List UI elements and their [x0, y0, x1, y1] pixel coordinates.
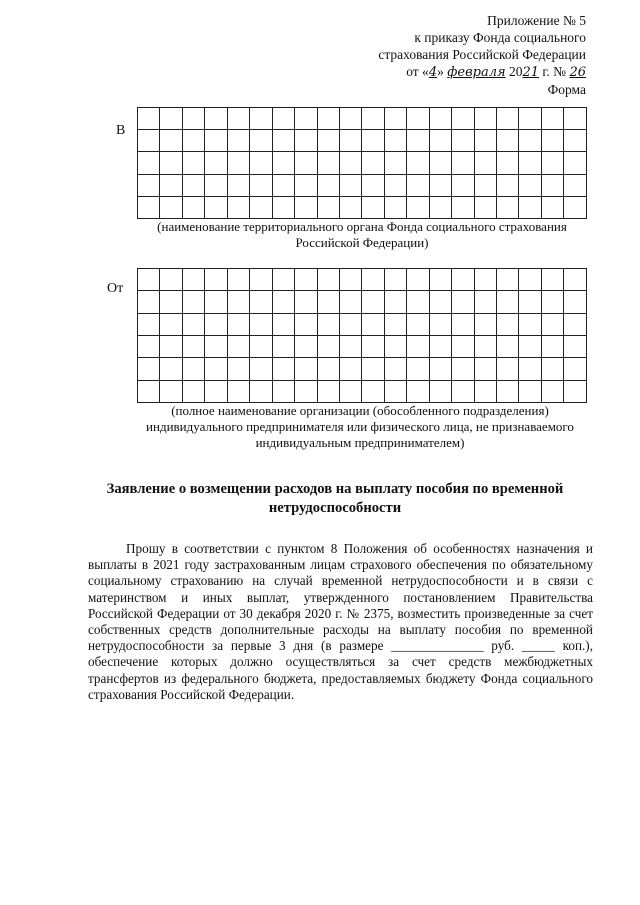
grid-cell[interactable]: [429, 291, 451, 313]
grid-cell[interactable]: [339, 269, 361, 291]
grid-cell[interactable]: [384, 335, 406, 357]
document-header: [378, 12, 586, 98]
grid-cell[interactable]: [317, 313, 339, 335]
grid-cell[interactable]: [205, 291, 227, 313]
grid-cell[interactable]: [564, 269, 587, 291]
grid-cell[interactable]: [452, 291, 474, 313]
grid-cell[interactable]: [205, 174, 227, 196]
grid-cell[interactable]: [295, 269, 317, 291]
grid-cell[interactable]: [339, 108, 361, 130]
grid-cell[interactable]: [227, 108, 249, 130]
grid-cell[interactable]: [407, 358, 429, 380]
grid-cell[interactable]: [295, 152, 317, 174]
grid-cell[interactable]: [250, 291, 272, 313]
grid-cell[interactable]: [474, 291, 496, 313]
grid-cell[interactable]: [519, 108, 541, 130]
grid-cell[interactable]: [407, 108, 429, 130]
grid-cell[interactable]: [497, 174, 519, 196]
grid-cell[interactable]: [541, 152, 563, 174]
grid-row: [138, 291, 587, 313]
grid-cell[interactable]: [362, 380, 384, 402]
grid-cell[interactable]: [474, 313, 496, 335]
grid-cell[interactable]: [564, 174, 587, 196]
grid-cell[interactable]: [452, 152, 474, 174]
grid-cell[interactable]: [362, 269, 384, 291]
grid-cell[interactable]: [452, 108, 474, 130]
grid-cell[interactable]: [519, 313, 541, 335]
grid-cell[interactable]: [205, 335, 227, 357]
grid-cell[interactable]: [227, 130, 249, 152]
grid-cell[interactable]: [182, 152, 204, 174]
grid-cell[interactable]: [205, 358, 227, 380]
grid-cell[interactable]: [250, 108, 272, 130]
grid-cell[interactable]: [295, 108, 317, 130]
grid-cell[interactable]: [317, 358, 339, 380]
grid-cell[interactable]: [339, 358, 361, 380]
grid-cell[interactable]: [317, 174, 339, 196]
grid-cell[interactable]: [205, 196, 227, 218]
grid-row: [138, 358, 587, 380]
grid-cell[interactable]: [138, 196, 160, 218]
grid-cell[interactable]: [160, 152, 182, 174]
grid-cell[interactable]: [362, 291, 384, 313]
grid-cell[interactable]: [497, 269, 519, 291]
grid-cell[interactable]: [138, 335, 160, 357]
grid-cell[interactable]: [519, 380, 541, 402]
grid-cell[interactable]: [452, 269, 474, 291]
grid-cell[interactable]: [474, 380, 496, 402]
date-day: 4: [428, 65, 438, 80]
grid-cell[interactable]: [497, 313, 519, 335]
sender-caption-line2: индивидуального предпринимателя или физического лица, не признаваемого: [146, 419, 574, 434]
application-body-text: Прошу в соответствии с пунктом 8 Положения об особенностях назначения и выплаты в 2021 году застрахованным лицам страхового обеспечения по обязательному социальному страхованию на случай временной нетрудоспособности и в связи с материнством и иных выплат, утвержденного постановлением Правительства Российской Федерации от 30 декабря 2020 г. № 2375, возместить произведенные за счет собственных средств дополнительные расходы на выплату пособия по временной нетрудоспособности за первые 3 дня (в размере ______________ руб. _____ коп.), обеспечение которых должно осуществляться за счет средств межбюджетных трансфертов из федерального бюджета, предоставляемых бюджету Фонда социального страхования Российской Федерации.: [88, 541, 593, 702]
grid-row: [138, 380, 587, 402]
grid-cell[interactable]: [205, 269, 227, 291]
grid-row: [138, 269, 587, 291]
grid-cell[interactable]: [250, 380, 272, 402]
grid-cell[interactable]: [362, 335, 384, 357]
grid-row: [138, 152, 587, 174]
grid-cell[interactable]: [317, 130, 339, 152]
sender-label: От: [107, 281, 124, 296]
grid-cell[interactable]: [541, 313, 563, 335]
grid-cell[interactable]: [182, 380, 204, 402]
grid-cell[interactable]: [295, 130, 317, 152]
grid-cell[interactable]: [407, 196, 429, 218]
grid-cell[interactable]: [295, 196, 317, 218]
title-line1: Заявление о возмещении расходов на выплату пособия по временной: [106, 481, 564, 497]
grid-cell[interactable]: [407, 269, 429, 291]
grid-cell[interactable]: [272, 358, 294, 380]
grid-row: [138, 108, 587, 130]
grid-cell[interactable]: [160, 291, 182, 313]
grid-cell[interactable]: [497, 335, 519, 357]
order-issuer: страхования Российской Федерации: [378, 47, 586, 62]
grid-cell[interactable]: [160, 174, 182, 196]
grid-cell[interactable]: [205, 108, 227, 130]
grid-cell[interactable]: [497, 196, 519, 218]
grid-cell[interactable]: [519, 130, 541, 152]
grid-cell[interactable]: [384, 196, 406, 218]
grid-cell[interactable]: [227, 313, 249, 335]
grid-cell[interactable]: [429, 269, 451, 291]
grid-cell[interactable]: [384, 174, 406, 196]
order-date-line: [378, 63, 586, 81]
grid-row: [138, 196, 587, 218]
grid-cell[interactable]: [564, 335, 587, 357]
grid-cell[interactable]: [564, 380, 587, 402]
grid-cell[interactable]: [272, 174, 294, 196]
grid-cell[interactable]: [250, 196, 272, 218]
grid-cell[interactable]: [564, 108, 587, 130]
grid-cell[interactable]: [138, 152, 160, 174]
grid-cell[interactable]: [205, 313, 227, 335]
grid-cell[interactable]: [497, 358, 519, 380]
grid-cell[interactable]: [429, 358, 451, 380]
grid-cell[interactable]: [384, 152, 406, 174]
grid-cell[interactable]: [339, 380, 361, 402]
grid-cell[interactable]: [452, 196, 474, 218]
grid-cell[interactable]: [362, 108, 384, 130]
grid-cell[interactable]: [564, 152, 587, 174]
grid-cell[interactable]: [227, 269, 249, 291]
form-label: Форма: [547, 82, 586, 97]
grid-cell[interactable]: [138, 291, 160, 313]
grid-cell[interactable]: [384, 313, 406, 335]
grid-cell[interactable]: [429, 335, 451, 357]
grid-cell[interactable]: [138, 380, 160, 402]
grid-cell[interactable]: [452, 380, 474, 402]
grid-cell[interactable]: [474, 269, 496, 291]
grid-cell[interactable]: [138, 313, 160, 335]
grid-cell[interactable]: [250, 269, 272, 291]
grid-cell[interactable]: [497, 108, 519, 130]
grid-cell[interactable]: [317, 335, 339, 357]
grid-cell[interactable]: [541, 358, 563, 380]
grid-cell[interactable]: [227, 152, 249, 174]
grid-cell[interactable]: [182, 291, 204, 313]
recipient-caption: [137, 219, 587, 251]
grid-cell[interactable]: [295, 174, 317, 196]
grid-cell[interactable]: [339, 152, 361, 174]
grid-cell[interactable]: [317, 269, 339, 291]
grid-cell[interactable]: [384, 108, 406, 130]
grid-cell[interactable]: [452, 174, 474, 196]
grid-cell[interactable]: [541, 196, 563, 218]
grid-cell[interactable]: [160, 335, 182, 357]
grid-cell[interactable]: [250, 335, 272, 357]
sender-input-grid[interactable]: [137, 268, 587, 403]
recipient-caption-line2: Российской Федерации): [295, 235, 429, 250]
grid-cell[interactable]: [138, 174, 160, 196]
grid-cell[interactable]: [384, 291, 406, 313]
grid-cell[interactable]: [182, 269, 204, 291]
grid-cell[interactable]: [272, 152, 294, 174]
grid-cell[interactable]: [452, 313, 474, 335]
grid-cell[interactable]: [272, 380, 294, 402]
grid-cell[interactable]: [541, 130, 563, 152]
grid-cell[interactable]: [429, 152, 451, 174]
grid-cell[interactable]: [272, 196, 294, 218]
grid-cell[interactable]: [497, 291, 519, 313]
grid-cell[interactable]: [339, 174, 361, 196]
grid-cell[interactable]: [227, 174, 249, 196]
grid-cell[interactable]: [250, 130, 272, 152]
grid-cell[interactable]: [339, 291, 361, 313]
grid-cell[interactable]: [362, 130, 384, 152]
grid-cell[interactable]: [227, 291, 249, 313]
grid-cell[interactable]: [407, 291, 429, 313]
grid-cell[interactable]: [362, 313, 384, 335]
grid-cell[interactable]: [474, 358, 496, 380]
grid-cell[interactable]: [138, 358, 160, 380]
grid-cell[interactable]: [205, 152, 227, 174]
grid-cell[interactable]: [317, 108, 339, 130]
grid-cell[interactable]: [541, 269, 563, 291]
grid-cell[interactable]: [474, 130, 496, 152]
date-mid: »: [437, 64, 444, 79]
grid-cell[interactable]: [272, 313, 294, 335]
grid-cell[interactable]: [160, 358, 182, 380]
grid-cell[interactable]: [182, 196, 204, 218]
grid-cell[interactable]: [564, 358, 587, 380]
grid-cell[interactable]: [541, 291, 563, 313]
grid-cell[interactable]: [138, 108, 160, 130]
grid-cell[interactable]: [519, 335, 541, 357]
grid-cell[interactable]: [272, 130, 294, 152]
recipient-input-grid[interactable]: [137, 107, 587, 219]
grid-cell[interactable]: [182, 313, 204, 335]
grid-cell[interactable]: [384, 130, 406, 152]
grid-cell[interactable]: [519, 174, 541, 196]
grid-row: [138, 174, 587, 196]
grid-cell[interactable]: [317, 291, 339, 313]
grid-cell[interactable]: [429, 313, 451, 335]
recipient-caption-line1: (наименование территориального органа Фонда социального страхования: [157, 219, 567, 234]
grid-cell[interactable]: [429, 174, 451, 196]
grid-cell[interactable]: [182, 174, 204, 196]
application-body: [88, 541, 593, 703]
grid-cell[interactable]: [138, 130, 160, 152]
title-line2: нетрудоспособности: [268, 500, 402, 516]
grid-cell[interactable]: [227, 196, 249, 218]
grid-cell[interactable]: [474, 108, 496, 130]
grid-cell[interactable]: [519, 269, 541, 291]
grid-cell[interactable]: [339, 196, 361, 218]
sender-caption: [120, 403, 600, 451]
order-number: 26: [569, 65, 586, 80]
grid-cell[interactable]: [541, 335, 563, 357]
grid-cell[interactable]: [182, 108, 204, 130]
grid-cell[interactable]: [452, 335, 474, 357]
grid-cell[interactable]: [384, 380, 406, 402]
date-year-prefix: 20: [509, 64, 523, 79]
grid-cell[interactable]: [519, 152, 541, 174]
grid-cell[interactable]: [474, 152, 496, 174]
grid-cell[interactable]: [452, 358, 474, 380]
grid-cell[interactable]: [272, 269, 294, 291]
grid-cell[interactable]: [339, 313, 361, 335]
grid-cell[interactable]: [407, 152, 429, 174]
grid-cell[interactable]: [564, 291, 587, 313]
grid-cell[interactable]: [519, 291, 541, 313]
grid-cell[interactable]: [182, 358, 204, 380]
grid-cell[interactable]: [295, 335, 317, 357]
grid-cell[interactable]: [474, 196, 496, 218]
grid-cell[interactable]: [497, 152, 519, 174]
grid-cell[interactable]: [295, 380, 317, 402]
grid-cell[interactable]: [497, 380, 519, 402]
grid-cell[interactable]: [339, 130, 361, 152]
grid-row: [138, 335, 587, 357]
grid-cell[interactable]: [407, 335, 429, 357]
grid-cell[interactable]: [205, 130, 227, 152]
grid-cell[interactable]: [429, 108, 451, 130]
sender-caption-line3: индивидуальным предпринимателем): [255, 435, 465, 450]
grid-cell[interactable]: [362, 358, 384, 380]
grid-cell[interactable]: [250, 152, 272, 174]
grid-cell[interactable]: [474, 174, 496, 196]
sender-caption-line1: (полное наименование организации (обособленного подразделения): [171, 403, 549, 418]
grid-cell[interactable]: [317, 196, 339, 218]
grid-cell[interactable]: [407, 313, 429, 335]
grid-cell[interactable]: [160, 196, 182, 218]
grid-cell[interactable]: [407, 130, 429, 152]
grid-cell[interactable]: [384, 269, 406, 291]
grid-cell[interactable]: [182, 130, 204, 152]
grid-cell[interactable]: [339, 335, 361, 357]
grid-cell[interactable]: [407, 174, 429, 196]
grid-cell[interactable]: [564, 196, 587, 218]
grid-cell[interactable]: [250, 313, 272, 335]
grid-cell[interactable]: [519, 196, 541, 218]
grid-cell[interactable]: [138, 269, 160, 291]
appendix-number: Приложение № 5: [487, 13, 586, 28]
grid-cell[interactable]: [272, 108, 294, 130]
grid-cell[interactable]: [227, 380, 249, 402]
grid-cell[interactable]: [429, 130, 451, 152]
grid-cell[interactable]: [452, 130, 474, 152]
grid-cell[interactable]: [295, 291, 317, 313]
grid-cell[interactable]: [541, 108, 563, 130]
grid-cell[interactable]: [541, 380, 563, 402]
application-title: [70, 480, 600, 518]
grid-cell[interactable]: [250, 174, 272, 196]
grid-cell[interactable]: [295, 358, 317, 380]
grid-cell[interactable]: [272, 291, 294, 313]
order-number-label: г. №: [542, 64, 567, 79]
grid-cell[interactable]: [227, 358, 249, 380]
grid-cell[interactable]: [160, 130, 182, 152]
grid-row: [138, 130, 587, 152]
grid-cell[interactable]: [160, 313, 182, 335]
date-month: февраля: [447, 65, 506, 80]
recipient-label: В: [116, 123, 126, 138]
grid-cell[interactable]: [317, 380, 339, 402]
grid-cell[interactable]: [429, 196, 451, 218]
grid-cell[interactable]: [384, 358, 406, 380]
date-year-suffix: 21: [522, 65, 540, 80]
grid-cell[interactable]: [227, 335, 249, 357]
grid-cell[interactable]: [362, 196, 384, 218]
grid-cell[interactable]: [295, 313, 317, 335]
grid-cell[interactable]: [362, 174, 384, 196]
grid-cell[interactable]: [160, 108, 182, 130]
grid-cell[interactable]: [250, 358, 272, 380]
date-prefix: от «: [406, 64, 429, 79]
grid-cell[interactable]: [317, 152, 339, 174]
grid-cell[interactable]: [497, 130, 519, 152]
grid-cell[interactable]: [205, 380, 227, 402]
grid-cell[interactable]: [407, 380, 429, 402]
order-reference: к приказу Фонда социального: [414, 30, 586, 45]
grid-row: [138, 313, 587, 335]
grid-cell[interactable]: [474, 335, 496, 357]
grid-cell[interactable]: [564, 313, 587, 335]
grid-cell[interactable]: [182, 335, 204, 357]
grid-cell[interactable]: [429, 380, 451, 402]
grid-cell[interactable]: [541, 174, 563, 196]
grid-cell[interactable]: [519, 358, 541, 380]
grid-cell[interactable]: [160, 269, 182, 291]
grid-cell[interactable]: [272, 335, 294, 357]
grid-cell[interactable]: [564, 130, 587, 152]
grid-cell[interactable]: [362, 152, 384, 174]
grid-cell[interactable]: [160, 380, 182, 402]
